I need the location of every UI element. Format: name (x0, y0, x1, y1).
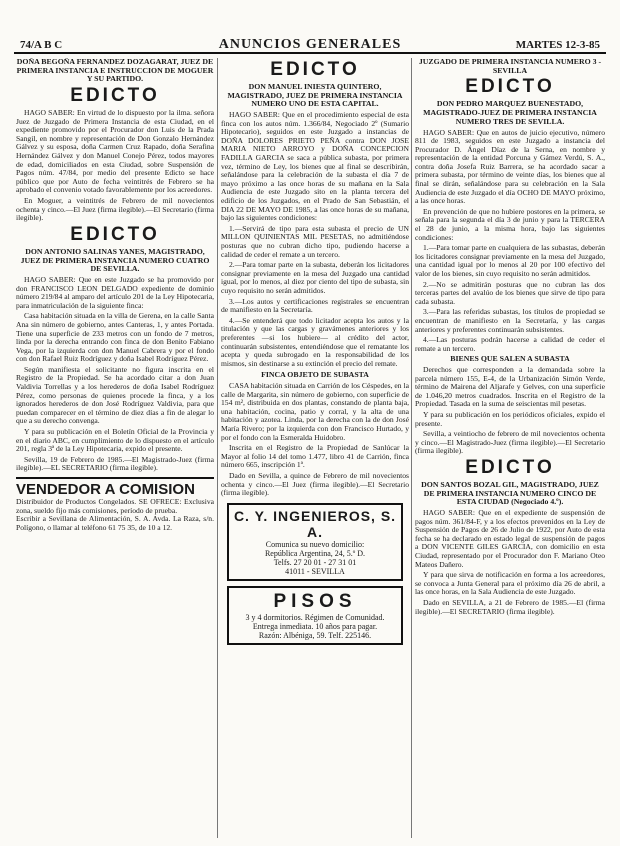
notice-paragraph: Y para su publicación en los periódicos oficiales, expido el presente. (415, 410, 605, 428)
notice-heading: DOÑA BEGOÑA FERNANDEZ DOZAGARAT, JUEZ DE PRIMERA INSTANCIA E INSTRUCCION DE MOGUER Y SU PARTIDO. (16, 58, 214, 84)
ad-title: VENDEDOR A COMISION (16, 481, 195, 498)
column-divider (217, 58, 218, 838)
section-title: ANUNCIOS GENERALES (218, 37, 402, 52)
notice-paragraph: Derechos que corresponden a la demandada sobre la parcela número 155, E-4, de la Urbanización Simón Verde, término de Mairena del Aljarafe y Gelves, con una superficie de 1.046,20 metros cuadrados. Inscrita en el Registro de la Propiedad. Tasada en la suma de seiscientas mil pesetas. (415, 365, 605, 409)
notice-title: EDICTO (270, 59, 360, 80)
ad-line: 41011 - SEVILLA (285, 566, 345, 576)
display-ad-ingenieros (227, 503, 403, 581)
notice-heading: JUZGADO DE PRIMERA INSTANCIA NUMERO 3 - SEVILLA (418, 58, 602, 75)
notice-paragraph: 3.—Los autos y certificaciones registrales se encuentran de manifiesto en la Secretaría. (221, 296, 409, 315)
page-header (14, 6, 606, 52)
notice-paragraph: Dado en Sevilla, a quince de Febrero de mil novecientos ochenta y cinco.—El Juez (firma ilegible).—El Secretario (firma ilegible). (221, 470, 409, 498)
bienes-heading: BIENES QUE SALEN A SUBASTA (450, 354, 570, 364)
notice-paragraph: HAGO SABER: Que en el expediente de suspensión de pagos núm. 361/84-F, y a los efectos prevenidos en la Ley de Suspensión de Pagos de 26 de Julio de 1922, por Auto de esta fecha se ha declarado en estado legal de suspensión de pagos a DON VICENTE GILES GARCIA, con domicilio en esta Ciudad, representado por el Procurador don F. Mariano Oteo Mateos Dañero. (415, 508, 605, 569)
notice-heading: DON PEDRO MARQUEZ BUENESTADO, MAGISTRADO-JUEZ DE PRIMERA INSTANCIA NUMERO TRES DE SEVILLA. (423, 99, 597, 126)
classified-ad-vendedor (16, 477, 214, 532)
notice-paragraph: CASA habitación situada en Carrión de los Céspedes, en la calle de Margarita, sin número de gobierno, con superficie de 154 m², distribuida en dos plantas, constando de planta baja, una habitación, cocina, patio y corral, y la alta de una habitación y azotea. Linda, por la derecha con la de don José María Rivero; por la izquierda con don Francisco Hurtado, y por el fondo con la Esmeralda Huidobro. (221, 381, 409, 442)
ad-line: Comunica su nuevo domicilio: (265, 539, 365, 549)
column-divider (411, 58, 412, 838)
notice-title: EDICTO (465, 457, 555, 478)
header-rule (14, 52, 606, 54)
notice-paragraph: 1.—Servirá de tipo para esta subasta el precio de UN MILLON QUINIENTAS MIL PESETAS, no admitiéndose posturas que no cubran dicho tipo, pudiendo hacerse a calidad de ceder el remate a un tercero. (221, 223, 409, 259)
display-ad-pisos (227, 586, 403, 645)
notice-heading: DON SANTOS BOZAL GIL, MAGISTRADO, JUEZ DE PRIMERA INSTANCIA NUMERO CINCO DE ESTA CIUDAD (Negociado 4.º). (421, 480, 599, 507)
column-right (415, 58, 605, 838)
notice-paragraph: Y para su publicación en el Boletín Oficial de la Provincia y en el diario ABC, en cumplimiento de lo dispuesto en el artículo 201, regla 3ª de la Ley Hipotecaria, expido el presente. (16, 427, 214, 454)
notice-heading: DON MANUEL INIESTA QUINTERO, MAGISTRADO, JUEZ DE PRIMERA INSTANCIA NUMERO UNO DE ESTA CAPITAL. (227, 82, 403, 109)
notice-paragraph: Sevilla, a veintiocho de febrero de mil novecientos ochenta y cinco.—El Magistrado-Juez (firma ilegible).—El Secretario (firma ilegible). (415, 429, 605, 456)
notice-paragraph: Y para que sirva de notificación en forma a los acreedores, se convoca a Junta General para el próximo día 26 de abril, a las once horas, en la Sala Audiencia de este Juzgado. (415, 570, 605, 597)
notice-paragraph: HAGO SABER: Que en este Juzgado se ha promovido por don FRANCISCO LEON DELGADO expediente de dominio número 219/84 al amparo del artículo 201 de la Ley Hipotecaria, para inmatriculación de la siguiente finca: (16, 274, 214, 310)
finca-heading: FINCA OBJETO DE SUBASTA (261, 370, 369, 380)
notice-paragraph: En prevención de que no hubiere postores en la primera, se señala para la segunda el día 3 de junio y para la TERCERA el 28 de junio, a la misma hora, bajo las siguientes condiciones: (415, 206, 605, 242)
notice-paragraph: HAGO SABER: Que en el procedimiento especial de esta finca con los autos núm. 1.366/84, Negociado 2º (Sumario Hipotecario), seguidos en este Juzgado a instancias de DOÑA DOLORES PRIETO PEÑA contra DON JOSE MARIA NIETO ARROYO y DOÑA CONCEPCION FADILLA GARCIA se saca a pública subasta, por primera vez, término de Ley, los bienes que al final se describirán, señalándose para la celebración de la subasta el día 7 de mayo próximo a las once horas de su mañana en la Sala Audiencia de este Juzgado sito en la planta tercera del edificio de los Juzgados, en el Prado de San Sebastián, el DIA 22 DE MAYO DE 1985, a las once horas de su mañana, bajo las siguientes condiciones: (221, 110, 409, 223)
notice-paragraph: Dado en SEVILLA, a 21 de Febrero de 1985.—El (firma ilegible).—El SECRETARIO (firma ilegible). (415, 598, 605, 616)
column-middle (221, 58, 409, 838)
notice-paragraph: Inscrita en el Registro de la Propiedad de Sanlúcar la Mayor al folio 14 del tomo 1.477, libro 41 de Carrión, finca número 665, inscripción 1ª. (221, 443, 409, 470)
ad-line: 3 y 4 dormitorios. Régimen de Comunidad. Entrega inmediata. 10 años para pagar. (245, 612, 385, 631)
notice-paragraph: 4.—Las posturas podrán hacerse a calidad de ceder el remate a un tercero. (415, 335, 605, 353)
notice-paragraph: 4.—Se entenderá que todo licitador acepta los autos y la titulación y que las cargas y gravámenes anteriores y los preferentes —si los hubiere— al crédito del actor, continuarán subsistentes, entendiéndose que el rematante los acepta y queda subrogado en la responsabilidad de los mismos, sin destinarse a su extinción el precio del remate. (221, 315, 409, 368)
notice-paragraph: En Moguer, a veintitrés de Febrero de mil novecientos ochenta y cinco.—El Juez (firma ilegible).—El Secretario (firma ilegible). (16, 196, 214, 223)
notice-paragraph: HAGO SABER: En virtud de lo dispuesto por la ilma. señora Juez de Juzgado de Primera Instancia de esta Ciudad, en el expediente promovido por el Procurador don Luis de la Prada Sangil, en nombre y representación de Don Gonzalo Hernández Gálvez y su esposa, doña Carmen Cruz Rapado, doña Serafina Hernández Gálvez y don Manuel Conejo Pérez, todos mayores de edad, domiciliados en esta Ciudad, sobre Suspensión de Pagos núm. 47/84, por medio del presente Edicto se hace público que por Auto de fecha veintitrés de Febrero se ha aprobado el convenio votado favorablemente por los acreedores. (16, 108, 214, 195)
ad-title: PISOS (273, 590, 357, 612)
ad-line: Telfs. 27 20 01 - 27 31 01 (273, 557, 357, 567)
page-number: 74/A B C (20, 39, 63, 51)
notice-paragraph: HAGO SABER: Que en autos de juicio ejecutivo, número 811 de 1983, seguidos en este Juzgado a instancia del Procurador D. Ángel Díaz de la Serna, en nombre y representación de la entidad Porcuna y Gámez Verdú, S. A., contra doña Josefa Ruiz Barrera, se ha acordado sacar a primera subasta, por término de veinte días, los bienes que al final se dirán, señalándose para su celebración en la Sala Audiencia de este Juzgado el día OCHO DE MAYO próximo, a las once horas. (415, 127, 605, 206)
ad-title: C. Y. INGENIEROS, S. A. (233, 507, 397, 540)
issue-date: MARTES 12-3-85 (515, 39, 600, 51)
notice-title: EDICTO (70, 223, 160, 245)
notice-paragraph: 3.—Para las referidas subastas, los títulos de propiedad se encuentran de manifiesto en la Secretaría, y las cargas anteriores y preferentes continuarán subsistentes. (415, 307, 605, 334)
notice-paragraph: 2.—No se admitirán posturas que no cubran las dos terceras partes del avalúo de los bienes que sirve de tipo para cada subasta. (415, 279, 605, 306)
notice-heading: DON ANTONIO SALINAS YANES, MAGISTRADO, JUEZ DE PRIMERA INSTANCIA NUMERO CUATRO DE SEVILLA. (20, 246, 210, 274)
notice-paragraph: Según manifiesta el solicitante no figura inscrita en el Registro de la Propiedad. Se ha acordado citar a don Juan Valdivia Torrellas y a los herederos de doña Isabel Rodríguez Pérez, como personas de quienes procede la finca, y a los ignorados herederos de don José Rodríguez Valdivia, para que puedan comparecer en el término de diez días a fin de alegar lo que a su derecho convenga. (16, 364, 214, 426)
notice-paragraph: 2.—Para tomar parte en la subasta, deberán los licitadores consignar previamente en la mesa del Juzgado una cantidad igual, por lo menos, al diez por ciento del tipo de subasta, sin cuyo requisito no serán admitidos. (221, 260, 409, 295)
notice-title: EDICTO (465, 76, 555, 98)
ad-line: Razón: Albéniga, 59. Telf. 225146. (258, 630, 372, 640)
notice-title: EDICTO (70, 85, 160, 107)
ad-line: Distribuidor de Productos Congelados. SE OFRECE: Exclusiva zona, sueldo fijo más comisiones, período de prueba. (16, 497, 214, 515)
notice-paragraph: 1.—Para tomar parte en cualquiera de las subastas, deberán los licitadores consignar previamente en la mesa del Juzgado, una cantidad igual por lo menos al 20 por 100 efectivo del valor de los bienes, sin cuyo requisito no serán admitidos. (415, 243, 605, 279)
notice-paragraph: Casa habitación situada en la villa de Gerena, en la calle Santa Ana sin número de gobierno, antes Canteras, 1, y antes Portada. Tiene una superficie de 233 metros con un fondo de 7 metros, linda por la derecha entrando con finca de don Benito Fabiano Vega, por la izquierda con don Manuel Cabrera y por el fondo con don Rafael Ruiz Rodríguez y doña Isabel Rodríguez Pérez. (16, 311, 214, 364)
ad-line: República Argentina, 24, 5.º D. (264, 548, 366, 558)
notice-paragraph: Sevilla, 19 de Febrero de 1985.—El Magistrado-Juez (firma ilegible).—EL SECRETARIO (firma ilegible). (16, 454, 214, 473)
ad-line: Escribir a Sevillana de Alimentación, S. A. Avda. La Raza, s/n. Polígono, o llamar al teléfono 61 75 35, de 10 a 12. (16, 514, 214, 532)
column-left (16, 58, 214, 838)
